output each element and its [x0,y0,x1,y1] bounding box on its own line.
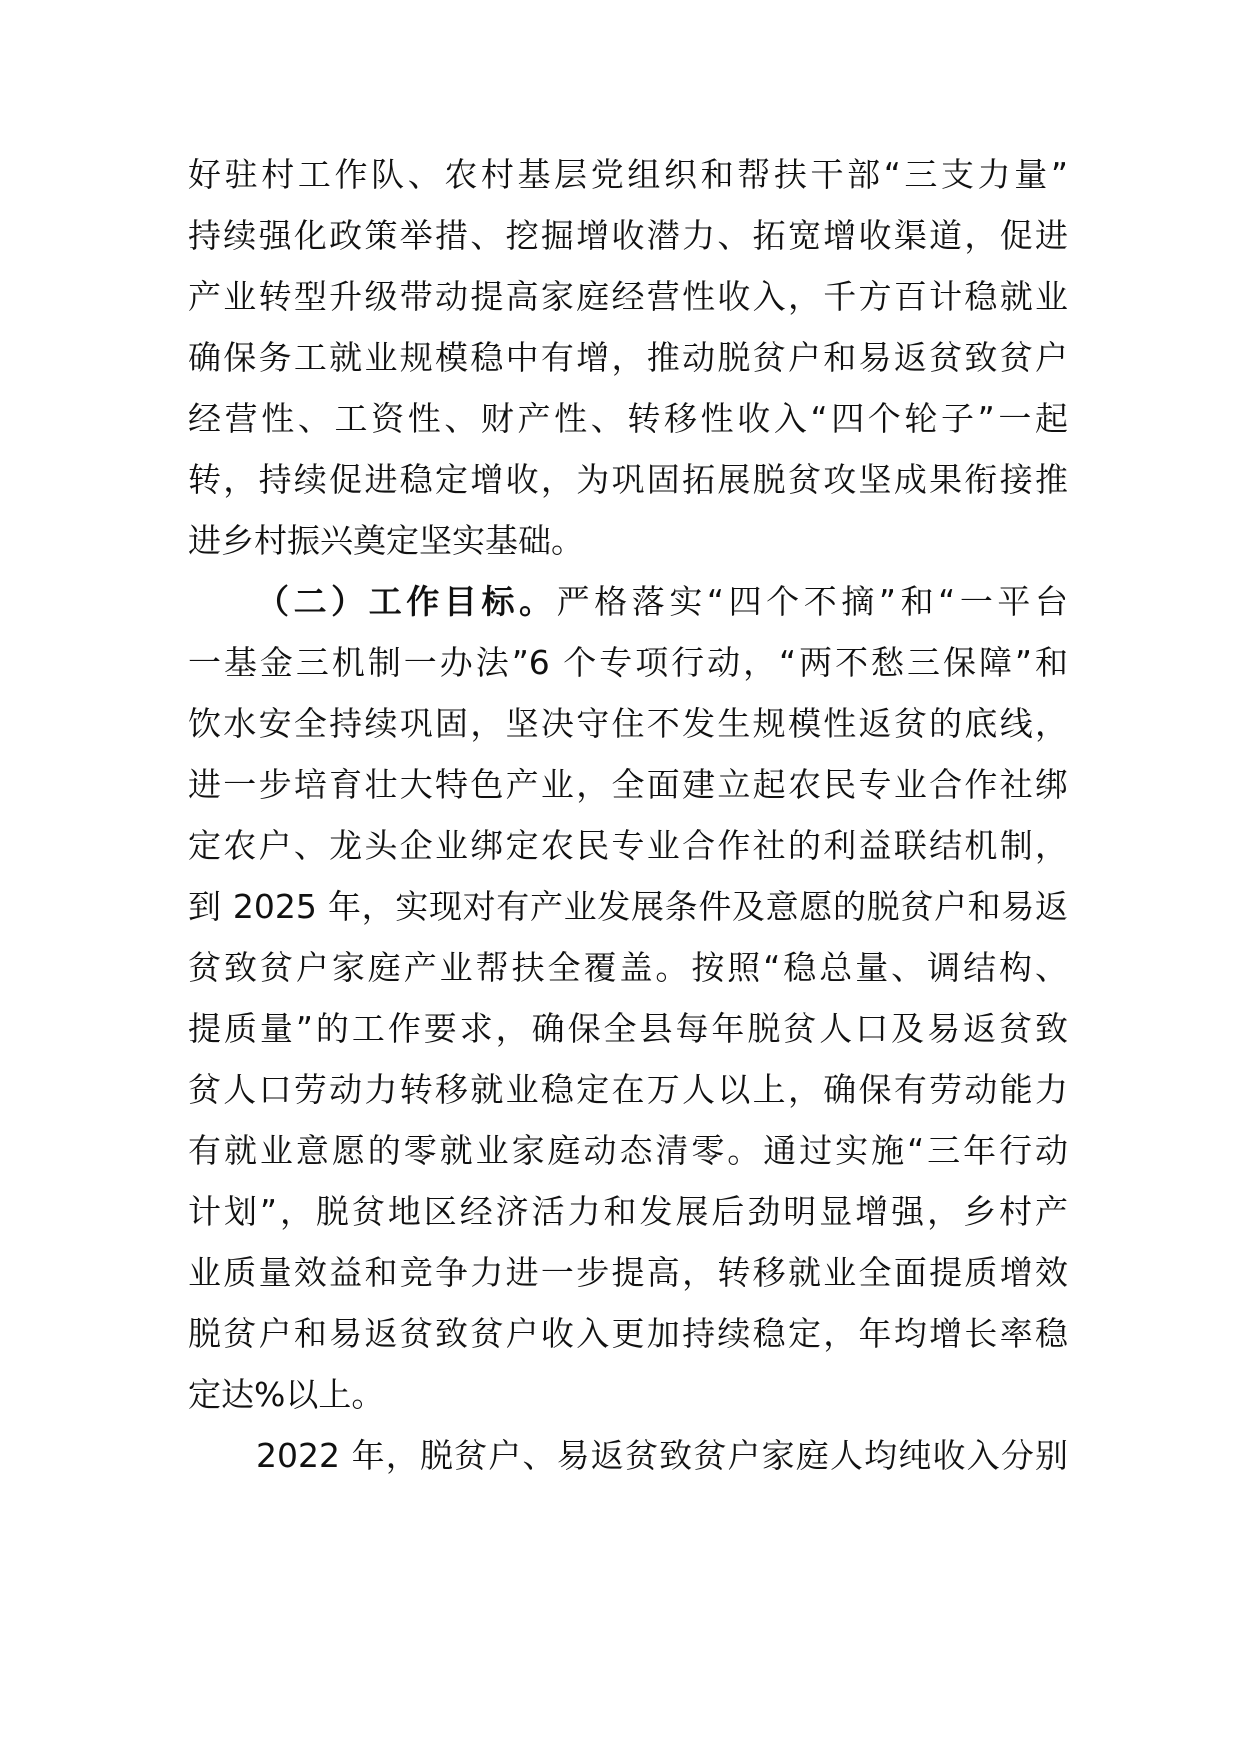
paragraph-line: 脱贫户和易返贫致贫户收入更加持续稳定，年均增长率稳 [188,1314,1068,1353]
paragraph-line: 一基金三机制一办法”6 个专项行动，“两不愁三保障”和 [188,643,1068,682]
paragraph-line: 贫人口劳动力转移就业稳定在万人以上，确保有劳动能力 [188,1070,1068,1109]
paragraph-line: 定农户、龙头企业绑定农民专业合作社的利益联结机制， [188,826,1068,865]
paragraph-line: 进乡村振兴奠定坚实基础。 [188,521,584,560]
section-heading: （二）工作目标。 [256,582,557,621]
paragraph-line: 饮水安全持续巩固，坚决守住不发生规模性返贫的底线， [188,704,1068,743]
paragraph-line: 经营性、工资性、财产性、转移性收入“四个轮子”一起 [188,399,1068,438]
paragraph-line: 进一步培育壮大特色产业，全面建立起农民专业合作社绑 [188,765,1068,804]
paragraph-line: 提质量”的工作要求，确保全县每年脱贫人口及易返贫致 [188,1009,1068,1048]
paragraph-line: 计划”，脱贫地区经济活力和发展后劲明显增强，乡村产 [188,1192,1068,1231]
paragraph-line: 2022 年，脱贫户、易返贫致贫户家庭人均纯收入分别 [256,1436,1068,1475]
paragraph-line: 好驻村工作队、农村基层党组织和帮扶干部“三支力量” [188,155,1068,194]
paragraph-line: 有就业意愿的零就业家庭动态清零。通过实施“三年行动 [188,1131,1068,1170]
section-heading-line [256,582,1068,622]
paragraph-line: 转，持续促进稳定增收，为巩固拓展脱贫攻坚成果衔接推 [188,460,1068,499]
paragraph-line: 贫致贫户家庭产业帮扶全覆盖。按照“稳总量、调结构、 [188,948,1068,987]
paragraph-line: 业质量效益和竞争力进一步提高，转移就业全面提质增效 [188,1253,1068,1292]
paragraph-line: 到 2025 年，实现对有产业发展条件及意愿的脱贫户和易返 [188,887,1068,926]
paragraph-line: 持续强化政策举措、挖掘增收潜力、拓宽增收渠道，促进 [188,216,1068,255]
paragraph-line: 产业转型升级带动提高家庭经营性收入，千方百计稳就业 [188,277,1068,316]
paragraph-line: 确保务工就业规模稳中有增，推动脱贫户和易返贫致贫户 [188,338,1068,377]
paragraph-line: 定达%以上。 [188,1375,385,1414]
paragraph-line-rest: 严格落实“四个不摘”和“一平台 [556,582,1068,621]
